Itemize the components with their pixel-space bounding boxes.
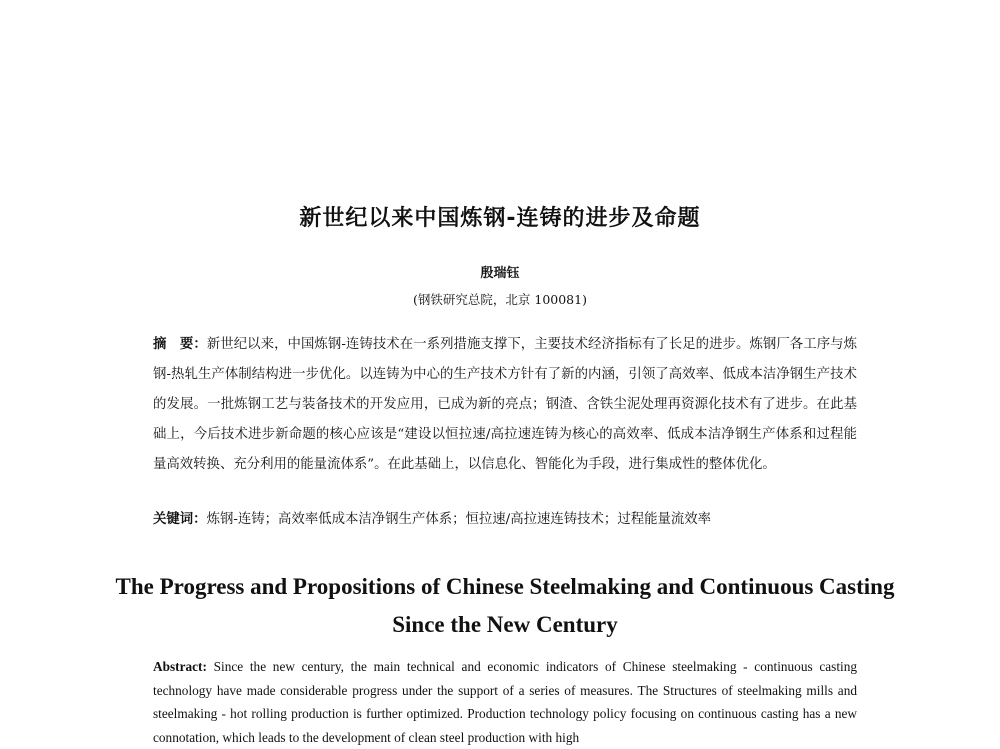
- chinese-keywords-label: 关键词：: [153, 512, 207, 527]
- chinese-keywords-text: 炼钢-连铸；高效率低成本洁净钢生产体系；恒拉速/高拉速连铸技术；过程能量流效率: [206, 512, 712, 527]
- author-affiliation: (钢铁研究总院，北京 100081): [413, 292, 587, 307]
- chinese-keywords: [153, 507, 857, 533]
- english-abstract-label: Abstract:: [153, 659, 207, 674]
- english-title: The Progress and Propositions of Chinese Steelmaking and Continuous Casting Since the New Century: [115, 574, 895, 637]
- chinese-abstract-label: 摘 要：: [153, 337, 207, 352]
- chinese-abstract: [153, 330, 857, 480]
- author-name: 殷瑞钰: [480, 266, 520, 281]
- chinese-title: 新世纪以来中国炼钢-连铸的进步及命题: [299, 206, 701, 231]
- english-abstract-text: Since the new century, the main technical and economic indicators of Chinese steelmaking - continuous casting technology have made considerable progress under the support of a series of measures. The Structures of steelmaking mills and steelmaking - hot rolling production is further optimized. Production technology policy focusing on continuous casting has a new connotation, which leads to the development of clean steel production with high: [153, 659, 858, 745]
- chinese-abstract-text: 新世纪以来，中国炼钢-连铸技术在一系列措施支撑下，主要技术经济指标有了长足的进步。炼钢厂各工序与炼钢-热轧生产体制结构进一步优化。以连铸为中心的生产技术方针有了新的内涵，引领了高效率、低成本洁净钢生产技术的发展。一批炼钢工艺与装备技术的开发应用，已成为新的亮点；钢渣、含铁尘泥处理再资源化技术有了进步。在此基础上，今后技术进步新命题的核心应该是“建设以恒拉速/高拉速连铸为核心的高效率、低成本洁净钢生产体系和过程能量高效转换、充分利用的能量流体系”。在此基础上，以信息化、智能化为手段，进行集成性的整体优化。: [153, 337, 857, 472]
- english-abstract: [153, 655, 857, 749]
